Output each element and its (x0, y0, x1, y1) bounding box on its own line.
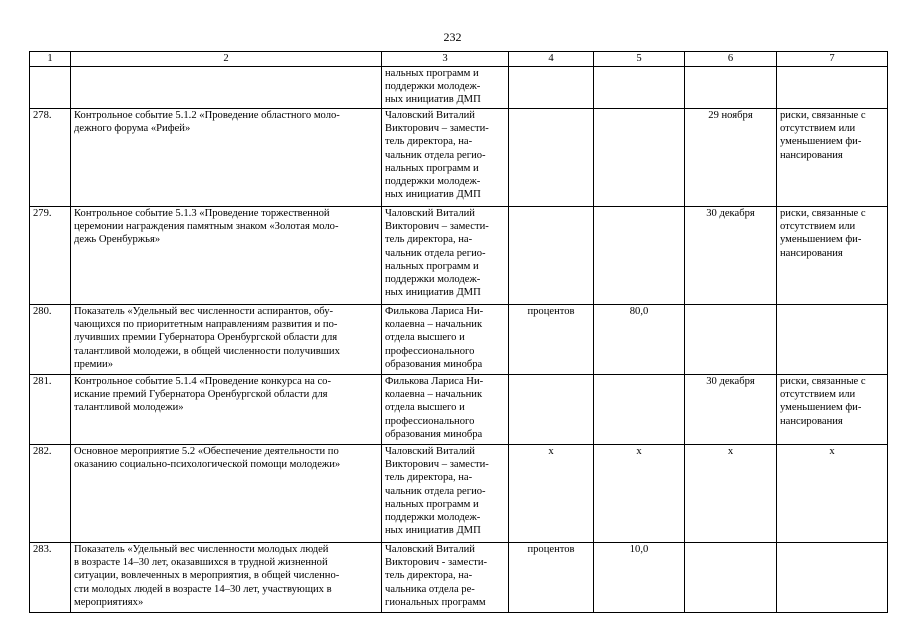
risk-cell (777, 543, 888, 613)
date-cell (685, 543, 777, 613)
responsible-person-line: нальных программ и (385, 162, 479, 174)
responsible-person (382, 543, 509, 613)
risk-cell-line: нансирования (780, 247, 843, 259)
risk-cell (777, 375, 888, 445)
responsible-person-line: Филькова Лариса Ни- (385, 376, 484, 387)
row-number: 278. (30, 109, 71, 207)
risk-cell-line: риски, связанные с (780, 376, 866, 387)
risk-cell-line: уменьшением фи- (780, 234, 862, 246)
unit-cell: процентов (509, 543, 594, 613)
risk-cell-line: отсутствием или (780, 389, 856, 401)
responsible-person-line: Чаловский Виталий (385, 208, 475, 219)
responsible-person-line: нальных программ и (385, 68, 479, 79)
report-table (29, 51, 888, 613)
row-number: 283. (30, 543, 71, 613)
event-name-line: Показатель «Удельный вес численности молодых людей (74, 544, 329, 555)
table-row (30, 67, 888, 109)
responsible-person-line: образования минобра (385, 358, 483, 370)
table-row (30, 109, 888, 207)
date-cell: 30 декабря (685, 207, 777, 305)
event-name-line: дежного форума «Рифей» (74, 123, 191, 135)
risk-cell-line: уменьшением фи- (780, 136, 862, 148)
table-row (30, 375, 888, 445)
responsible-person (382, 375, 509, 445)
responsible-person-line: нальных программ и (385, 498, 479, 510)
responsible-person (382, 109, 509, 207)
event-name-line: церемонии награждения памятным знаком «Золотая моло- (74, 221, 339, 233)
page-number: 232 (443, 30, 462, 44)
responsible-person-line: образования минобра (385, 428, 483, 440)
responsible-person-line: Викторович – замести- (385, 459, 489, 471)
column-header: 7 (777, 52, 888, 67)
responsible-person-line: тель директора, на- (385, 234, 473, 246)
event-name-line: Контрольное событие 5.1.4 «Проведение конкурса на со- (74, 376, 331, 387)
risk-cell-line: уменьшением фи- (780, 402, 862, 414)
row-number: 280. (30, 305, 71, 375)
event-name-line: талантливой молодежи» (74, 402, 184, 414)
responsible-person-line: поддержки молодеж- (385, 81, 481, 93)
event-name (71, 445, 382, 543)
event-name (71, 543, 382, 613)
event-name-line: мероприятиях» (74, 596, 144, 608)
event-name-line: талантливой молодежи, в общей численности получивших (74, 345, 340, 357)
risk-cell (777, 109, 888, 207)
column-header: 6 (685, 52, 777, 67)
risk-cell-line: риски, связанные с (780, 208, 866, 219)
value-cell (594, 109, 685, 207)
unit-cell: процентов (509, 305, 594, 375)
responsible-person-line: чальник отдела регио- (385, 149, 486, 161)
value-cell: х (594, 445, 685, 543)
responsible-person-line: ных инициатив ДМП (385, 189, 481, 201)
unit-cell (509, 207, 594, 305)
unit-cell (509, 67, 594, 109)
value-cell: 10,0 (594, 543, 685, 613)
column-header: 5 (594, 52, 685, 67)
responsible-person-line: Чаловский Виталий (385, 110, 475, 121)
responsible-person-line: Чаловский Виталий (385, 446, 475, 457)
column-header: 1 (30, 52, 71, 67)
responsible-person-line: колаевна – начальник (385, 319, 483, 331)
row-number: 282. (30, 445, 71, 543)
responsible-person-line: тель директора, на- (385, 570, 473, 582)
responsible-person-line: профессионального (385, 415, 475, 427)
responsible-person (382, 207, 509, 305)
responsible-person-line: Филькова Лариса Ни- (385, 306, 484, 317)
responsible-person-line: тель директора, на- (385, 136, 473, 148)
responsible-person-line: нальных программ и (385, 260, 479, 272)
risk-cell (777, 305, 888, 375)
risk-cell-line: х (829, 446, 835, 457)
event-name-line: искание премий Губернатора Оренбургской области для (74, 389, 328, 401)
row-number: 279. (30, 207, 71, 305)
event-name-line: Основное мероприятие 5.2 «Обеспечение деятельности по (74, 446, 339, 457)
unit-cell (509, 109, 594, 207)
event-name (71, 67, 382, 109)
risk-cell-line: риски, связанные с (780, 110, 866, 121)
table-header-row (30, 52, 888, 67)
responsible-person-line: профессионального (385, 345, 475, 357)
column-header: 2 (71, 52, 382, 67)
risk-cell-line: нансирования (780, 415, 843, 427)
value-cell (594, 67, 685, 109)
date-cell (685, 305, 777, 375)
responsible-person-line: Чаловский Виталий (385, 544, 475, 555)
event-name (71, 207, 382, 305)
event-name (71, 109, 382, 207)
responsible-person (382, 445, 509, 543)
event-name (71, 305, 382, 375)
responsible-person-line: чальника отдела ре- (385, 583, 475, 595)
column-header: 3 (382, 52, 509, 67)
event-name-line: лучивших премии Губернатора Оренбургской области для (74, 332, 338, 344)
risk-cell (777, 67, 888, 109)
responsible-person-line: чальник отдела регио- (385, 247, 486, 259)
responsible-person-line: гиональных программ (385, 596, 486, 608)
risk-cell-line: нансирования (780, 149, 843, 161)
event-name-line: Контрольное событие 5.1.3 «Проведение торжественной (74, 208, 330, 219)
event-name-line: оказанию социально-психологической помощи молодежи» (74, 459, 341, 471)
responsible-person-line: отдела высшего и (385, 402, 465, 414)
event-name-line: Показатель «Удельный вес численности аспирантов, обу- (74, 306, 334, 317)
row-number: 281. (30, 375, 71, 445)
risk-cell-line: отсутствием или (780, 221, 856, 233)
value-cell (594, 375, 685, 445)
responsible-person-line: тель директора, на- (385, 472, 473, 484)
risk-cell-line: отсутствием или (780, 123, 856, 135)
date-cell (685, 67, 777, 109)
responsible-person-line: Викторович – замести- (385, 221, 489, 233)
event-name-line: премии» (74, 358, 114, 370)
responsible-person-line: поддержки молодеж- (385, 274, 481, 286)
responsible-person-line: Викторович - замести- (385, 557, 488, 569)
unit-cell: х (509, 445, 594, 543)
event-name (71, 375, 382, 445)
column-header: 4 (509, 52, 594, 67)
row-number (30, 67, 71, 109)
event-name-line: ситуации, вовлеченных в мероприятия, в общей численно- (74, 570, 340, 582)
value-cell (594, 207, 685, 305)
table-row (30, 445, 888, 543)
responsible-person-line: колаевна – начальник (385, 389, 483, 401)
responsible-person-line: ных инициатив ДМП (385, 94, 481, 106)
responsible-person-line: Викторович – замести- (385, 123, 489, 135)
responsible-person-line: ных инициатив ДМП (385, 287, 481, 299)
date-cell: 30 декабря (685, 375, 777, 445)
unit-cell (509, 375, 594, 445)
table-row (30, 207, 888, 305)
responsible-person-line: поддержки молодеж- (385, 176, 481, 188)
table-row (30, 543, 888, 613)
event-name-line: сти молодых людей в возрасте 14–30 лет, участвующих в (74, 583, 332, 595)
responsible-person-line: ных инициатив ДМП (385, 525, 481, 537)
table-row (30, 305, 888, 375)
responsible-person-line: поддержки молодеж- (385, 512, 481, 524)
date-cell: 29 ноября (685, 109, 777, 207)
event-name-line: чающихся по приоритетным направлениям развития и по- (74, 319, 338, 331)
responsible-person-line: отдела высшего и (385, 332, 465, 344)
value-cell: 80,0 (594, 305, 685, 375)
risk-cell (777, 207, 888, 305)
responsible-person (382, 67, 509, 109)
responsible-person (382, 305, 509, 375)
event-name-line: в возрасте 14–30 лет, оказавшихся в трудной жизненной (74, 557, 328, 569)
event-name-line: Контрольное событие 5.1.2 «Проведение областного моло- (74, 110, 340, 121)
event-name-line: дежь Оренбуржья» (74, 234, 161, 246)
date-cell: х (685, 445, 777, 543)
responsible-person-line: чальник отдела регио- (385, 485, 486, 497)
risk-cell (777, 445, 888, 543)
